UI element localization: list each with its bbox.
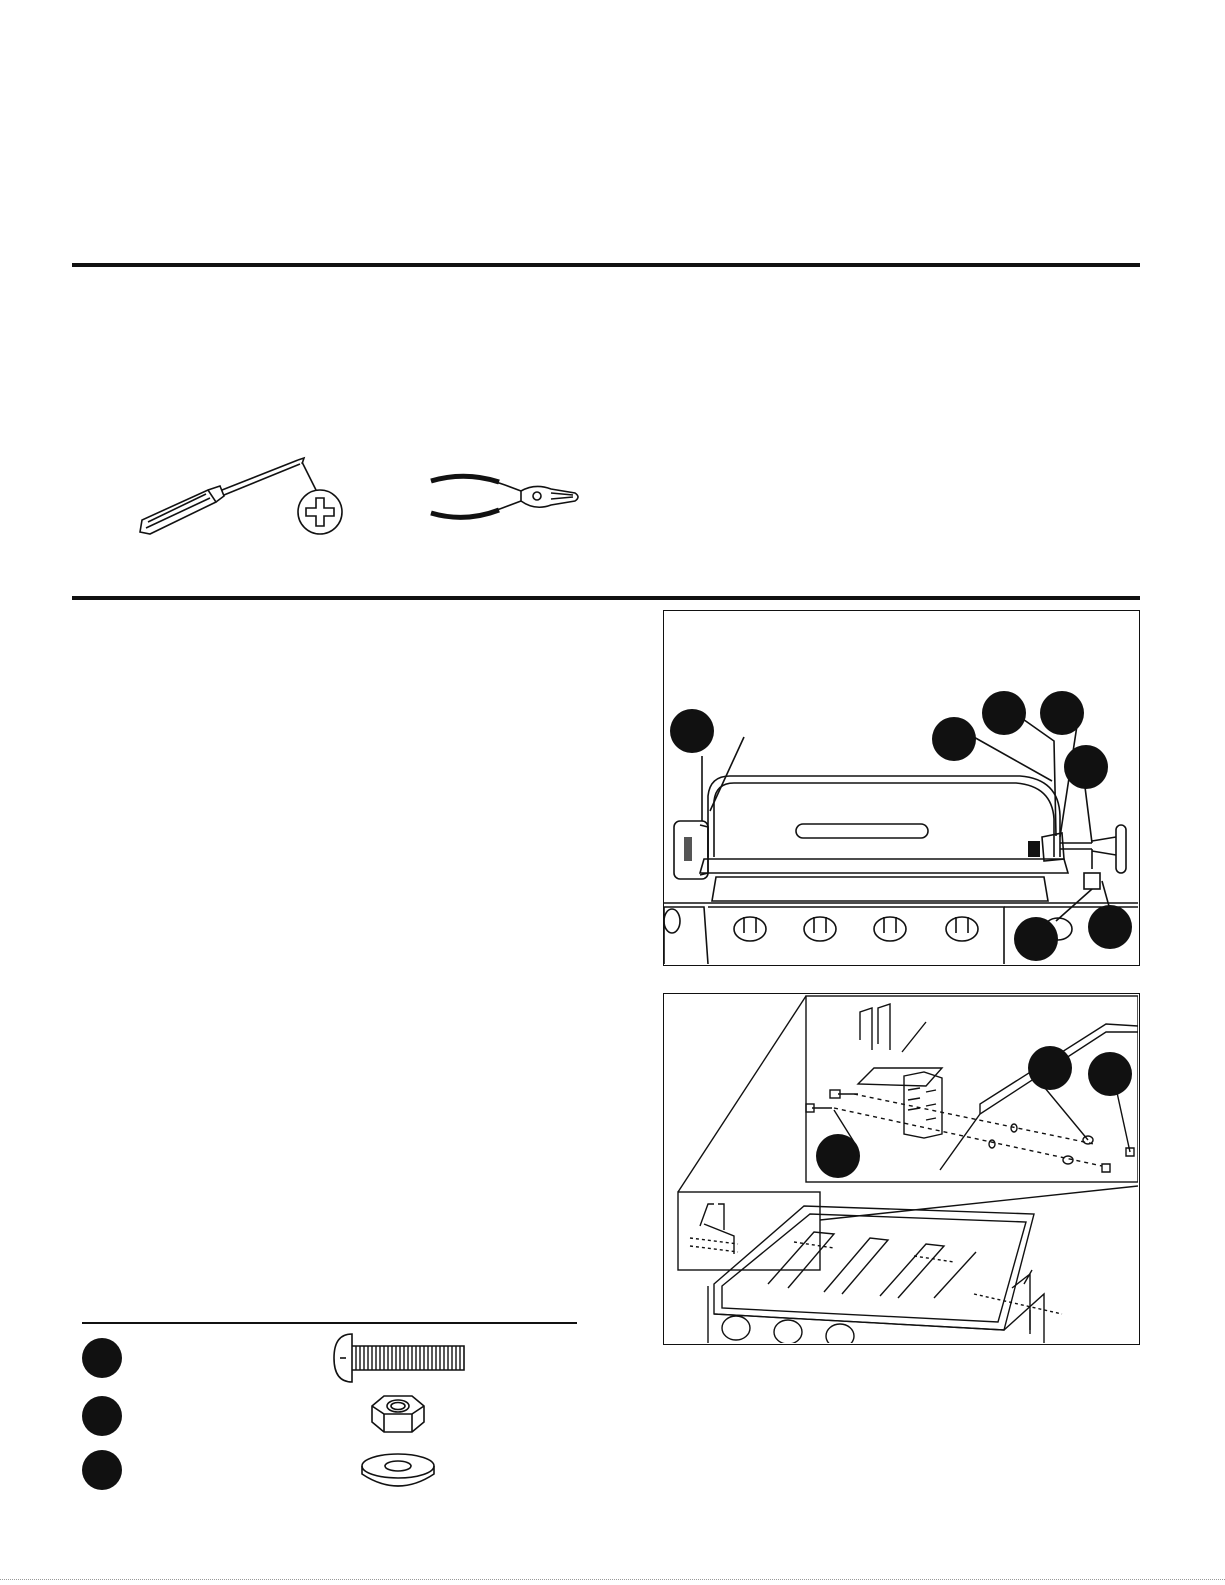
page-bottom-border xyxy=(0,1579,1225,1580)
callout-badge xyxy=(1088,1052,1132,1096)
hardware-badge xyxy=(82,1450,122,1490)
pliers-icon xyxy=(425,467,585,527)
section-rule-top xyxy=(72,263,1140,267)
callout-badge xyxy=(1028,1046,1072,1090)
figure-side-bracket xyxy=(663,993,1140,1345)
washer-icon xyxy=(358,1450,438,1490)
callout-badge xyxy=(816,1134,860,1178)
figure-grill-lid-rotisserie xyxy=(663,610,1140,966)
phillips-screwdriver-icon xyxy=(130,450,350,550)
hardware-badge xyxy=(82,1338,122,1378)
bolt-icon xyxy=(330,1330,470,1386)
callout-badge xyxy=(1040,691,1084,735)
hardware-badge xyxy=(82,1396,122,1436)
hardware-divider xyxy=(82,1322,577,1324)
callout-badge xyxy=(1088,905,1132,949)
callout-badge xyxy=(1014,917,1058,961)
callout-badge xyxy=(1064,745,1108,789)
hex-nut-icon xyxy=(368,1392,428,1436)
callout-badge xyxy=(670,709,714,753)
section-rule-middle xyxy=(72,596,1140,600)
callout-badge xyxy=(932,717,976,761)
callout-badge xyxy=(982,691,1026,735)
